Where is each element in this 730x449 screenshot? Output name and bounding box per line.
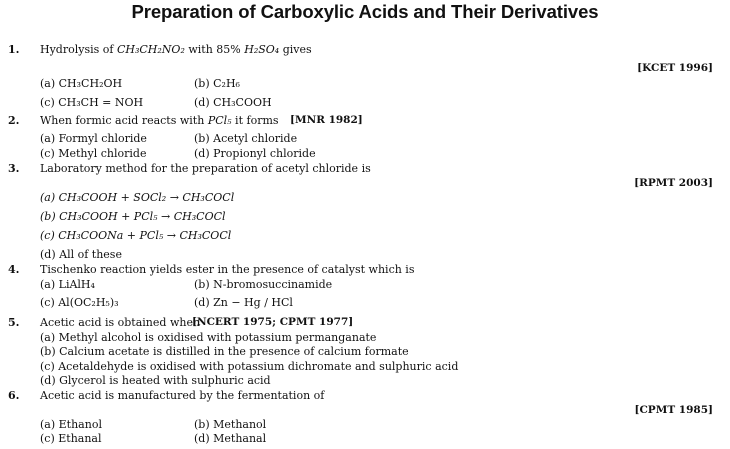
option-a: (a) CH₃CH₂OH [40,77,123,90]
option-a: (a) Methyl alcohol is oxidised with potassium permanganate [40,331,377,344]
option-c: (c) Ethanal [40,432,102,445]
question-number: 2. [8,114,20,127]
option-c: (c) CH₃COONa + PCl₅ → CH₃COCl [40,229,232,242]
option-a: (a) Ethanol [40,418,102,431]
option-d: (d) All of these [40,248,122,261]
question-number: 6. [8,389,20,402]
source-tag: [KCET 1996] [637,62,713,74]
option-d: (d) Glycerol is heated with sulphuric acid [40,374,271,387]
option-b: (b) CH₃COOH + PCl₅ → CH₃COCl [40,210,226,223]
option-c: (c) Acetaldehyde is oxidised with potassium dichromate and sulphuric acid [40,360,459,373]
question-stem: Tischenko reaction yields ester in the presence of catalyst which is [40,263,415,276]
question-stem: Laboratory method for the preparation of acetyl chloride is [40,162,371,175]
option-b: (b) C₂H₆ [194,77,240,90]
source-tag: [RPMT 2003] [634,177,713,189]
option-c: (c) CH₃CH = NOH [40,96,144,109]
option-a: (a) LiAlH₄ [40,278,95,291]
option-b: (b) Calcium acetate is distilled in the presence of calcium formate [40,345,409,358]
option-d: (d) CH₃COOH [194,96,272,109]
option-d: (d) Propionyl chloride [194,147,316,160]
question-stem: Acetic acid is manufactured by the fermentation of [40,389,325,402]
option-c: (c) Al(OC₂H₅)₃ [40,296,119,309]
option-b: (b) Methanol [194,418,267,431]
question-number: 4. [8,263,20,276]
source-tag: [NCERT 1975; CPMT 1977] [192,316,354,328]
source-tag: [CPMT 1985] [634,404,713,416]
option-a: (a) Formyl chloride [40,132,147,145]
option-a: (a) CH₃COOH + SOCl₂ → CH₃COCl [40,191,235,204]
question-stem: When formic acid reacts with PCl₅ it forms [40,114,279,127]
source-tag: [MNR 1982] [290,114,363,126]
option-c: (c) Methyl chloride [40,147,147,160]
option-b: (b) Acetyl chloride [194,132,298,145]
question-number: 1. [8,43,20,56]
question-number: 3. [8,162,20,175]
option-b: (b) N-bromosuccinamide [194,278,333,291]
question-number: 5. [8,316,20,329]
page-title: Preparation of Carboxylic Acids and Their Derivatives [131,1,599,22]
option-d: (d) Zn − Hg / HCl [194,296,293,309]
option-d: (d) Methanal [194,432,267,445]
question-stem: Hydrolysis of CH₃CH₂NO₂ with 85% H₂SO₄ gives [40,43,312,56]
question-stem: Acetic acid is obtained when [40,316,201,329]
